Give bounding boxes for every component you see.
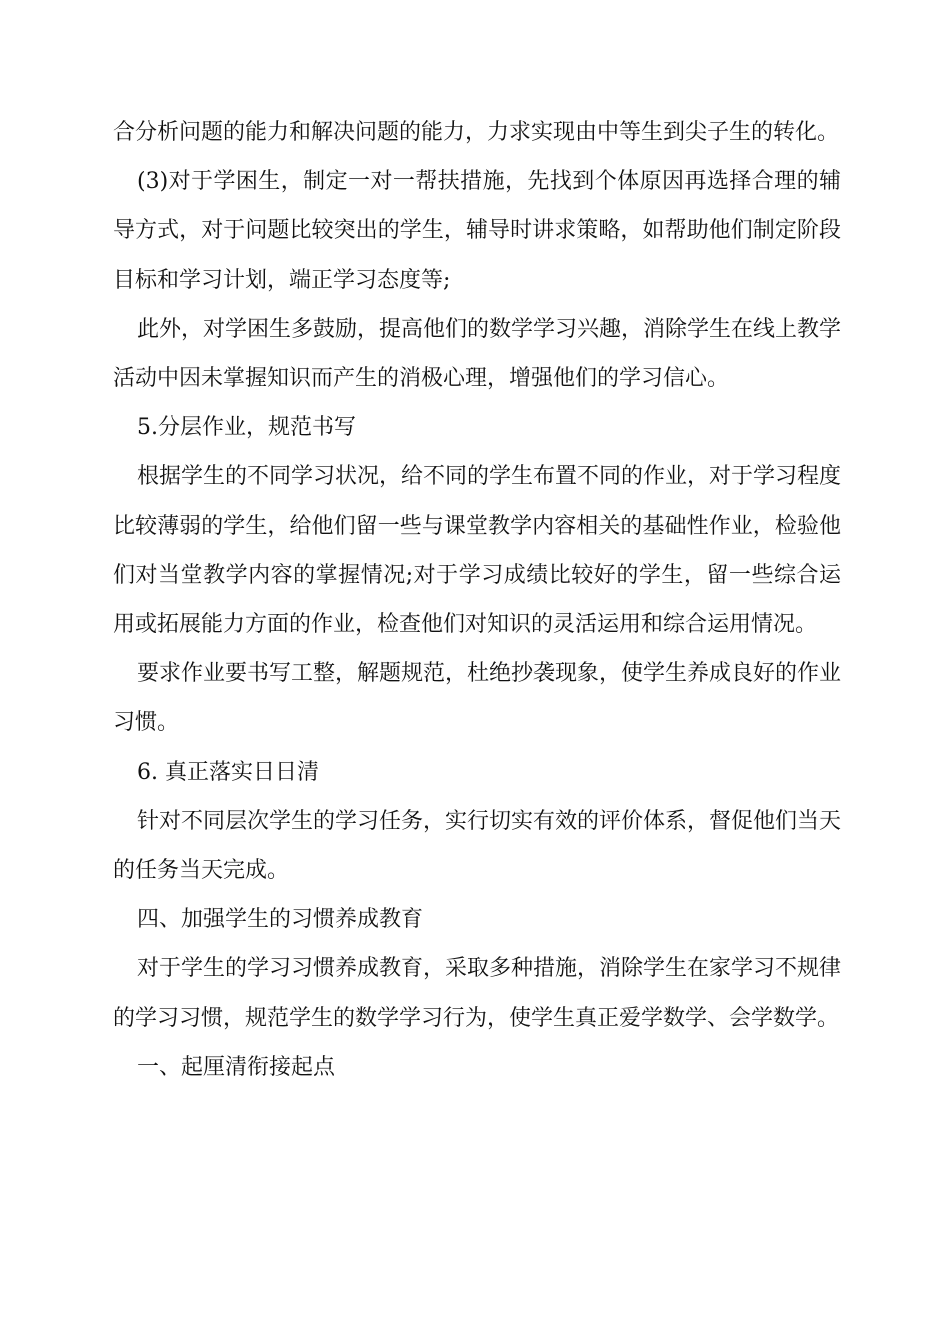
paragraph-struggling-students: (3)对于学困生，制定一对一帮扶措施，先找到个体原因再选择合理的辅导方式，对于问题比较突出的学生，辅导时讲求策略，如帮助他们制定阶段目标和学习计划，端正学习态度等; [113,169,841,293]
paragraph-encouragement: 此外，对学困生多鼓励，提高他们的数学学习兴趣，消除学生在线上教学活动中因未掌握知识而产生的消极心理，增强他们的学习信心。 [113,316,842,392]
heading-daily-clearance: 6. 真正落实日日清 [137,759,319,785]
heading-habit-education: 四、加强学生的习惯养成教育 [137,907,424,933]
paragraph-homework-requirements: 要求作业要书写工整，解题规范，杜绝抄袭现象，使学生养成良好的作业习惯。 [113,661,842,736]
paragraph-evaluation-system: 针对不同层次学生的学习任务，实行切实有效的评价体系，督促他们当天的任务当天完成。 [113,808,842,884]
paragraph-continuation: 合分析问题的能力和解决问题的能力，力求实现由中等生到尖子生的转化。 [113,120,840,145]
heading-starting-point: 一、起厘清衔接起点 [137,1054,336,1080]
document-page [113,108,841,1092]
paragraph-habit-measures: 对于学生的学习习惯养成教育，采取多种措施，消除学生在家学习不规律的学习习惯，规范学生的数学学习行为，使学生真正爱学数学、会学数学。 [113,956,842,1031]
heading-layered-homework: 5.分层作业，规范书写 [137,415,356,441]
paragraph-homework-assignment: 根据学生的不同学习状况，给不同的学生布置不同的作业，对于学习程度比较薄弱的学生，给他们留一些与课堂教学内容相关的基础性作业，检验他们对当堂教学内容的掌握情况;对于学习成绩比较好的学生，留一些综合运用或拓展能力方面的作业，检查他们对知识的灵活运用和综合运用情况。 [113,464,842,638]
